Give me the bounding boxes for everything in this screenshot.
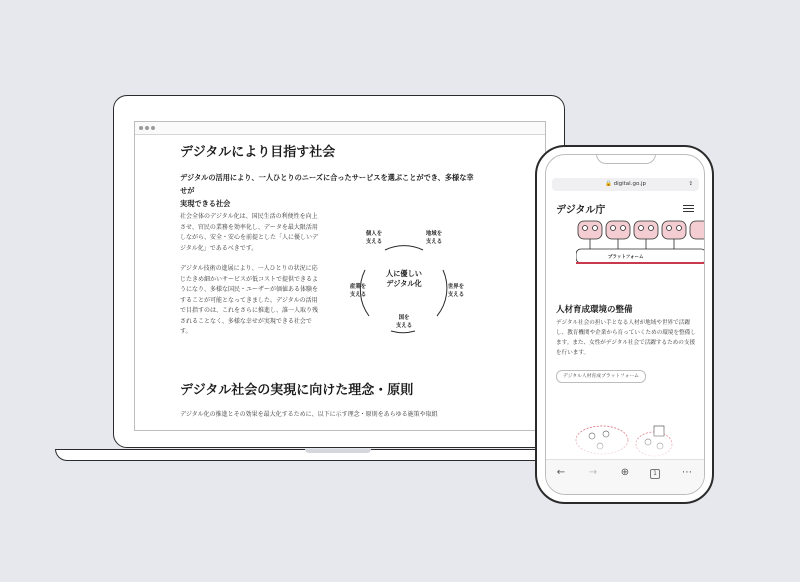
body-paragraph: 社会全体のデジタル化は、国民生活の利便性を向上させ、官民の業務を効率化し、データを最大限活用しながら、安全・安心を前提とした「人に優しいデジタル化」であるべきです。 <box>180 213 319 252</box>
page-heading: デジタルにより目指す社会 <box>180 145 336 160</box>
url-bar[interactable] <box>552 178 699 191</box>
laptop-screen <box>134 121 546 431</box>
share-icon[interactable]: ⇪ <box>688 181 693 187</box>
lead-text <box>180 171 480 210</box>
diagram-label: 産業を 支える <box>349 284 367 298</box>
forward-arrow-icon[interactable]: → <box>588 467 598 478</box>
lead-line: 実現できる社会 <box>180 199 231 208</box>
diagram-label: 個人を 支える <box>365 231 383 245</box>
diagram-label: 世界を 支える <box>447 284 465 298</box>
body-paragraph: デジタル技術の進展により、一人ひとりの状況に応じたきめ細かいサービスが低コストで提供できるようになり、多様な国民・ユーザーが価値ある体験をすることが可能となってきました。デジタルの活用で目指すのは、これをさらに推進し、誰一人取り残されることなく、多様な幸せが実現できる社会です。 <box>180 265 319 335</box>
url-text: digital.go.jp <box>613 181 646 187</box>
back-arrow-icon[interactable]: ← <box>556 467 566 478</box>
browser-titlebar <box>135 122 545 135</box>
browser-toolbar <box>546 459 704 494</box>
content-fade <box>546 417 704 462</box>
lead-line: デジタルの活用により、一人ひとりのニーズに合ったサービスを選ぶことができ、多様な幸せが <box>180 173 474 195</box>
people-illustration <box>576 219 705 273</box>
society-diagram <box>349 231 465 344</box>
laptop-notch <box>305 449 371 453</box>
body-paragraph: デジタル化の推進とその効果を最大化するために、以下に示す理念・原則をあらゆる施策や取組 <box>180 411 438 418</box>
window-dot-icon[interactable] <box>139 126 143 130</box>
section-heading: デジタル社会の実現に向けた理念・原則 <box>180 383 414 398</box>
more-options-icon[interactable]: ⋯ <box>682 467 692 478</box>
tabs-count-button[interactable]: 1 <box>650 469 660 479</box>
new-tab-plus-icon[interactable]: ⊕ <box>620 467 630 478</box>
section-paragraph: デジタル社会の担い手となる人材が地域や世界で活躍し、教育機関や企業から育っていくための環境を整備します。また、女性がデジタル社会で活躍するための支援を行います。 <box>556 320 696 356</box>
window-dot-icon[interactable] <box>145 126 149 130</box>
lock-icon: 🔒 <box>605 181 612 187</box>
diagram-label: 地域を 支える <box>425 231 443 245</box>
diagram-center-label: 人に優しい デジタル化 <box>386 269 422 288</box>
site-logo[interactable]: デジタル庁 <box>556 205 606 216</box>
phone-notch <box>596 154 656 164</box>
window-dot-icon[interactable] <box>151 126 155 130</box>
phone-screen <box>545 154 705 495</box>
section-heading: 人材育成環境の整備 <box>556 305 633 315</box>
platform-label: プラットフォーム <box>608 255 644 260</box>
hamburger-menu-icon[interactable] <box>683 205 694 214</box>
diagram-label: 国を 支える <box>395 315 413 329</box>
tag-link[interactable]: デジタル人材育成プラットフォーム <box>556 370 646 383</box>
